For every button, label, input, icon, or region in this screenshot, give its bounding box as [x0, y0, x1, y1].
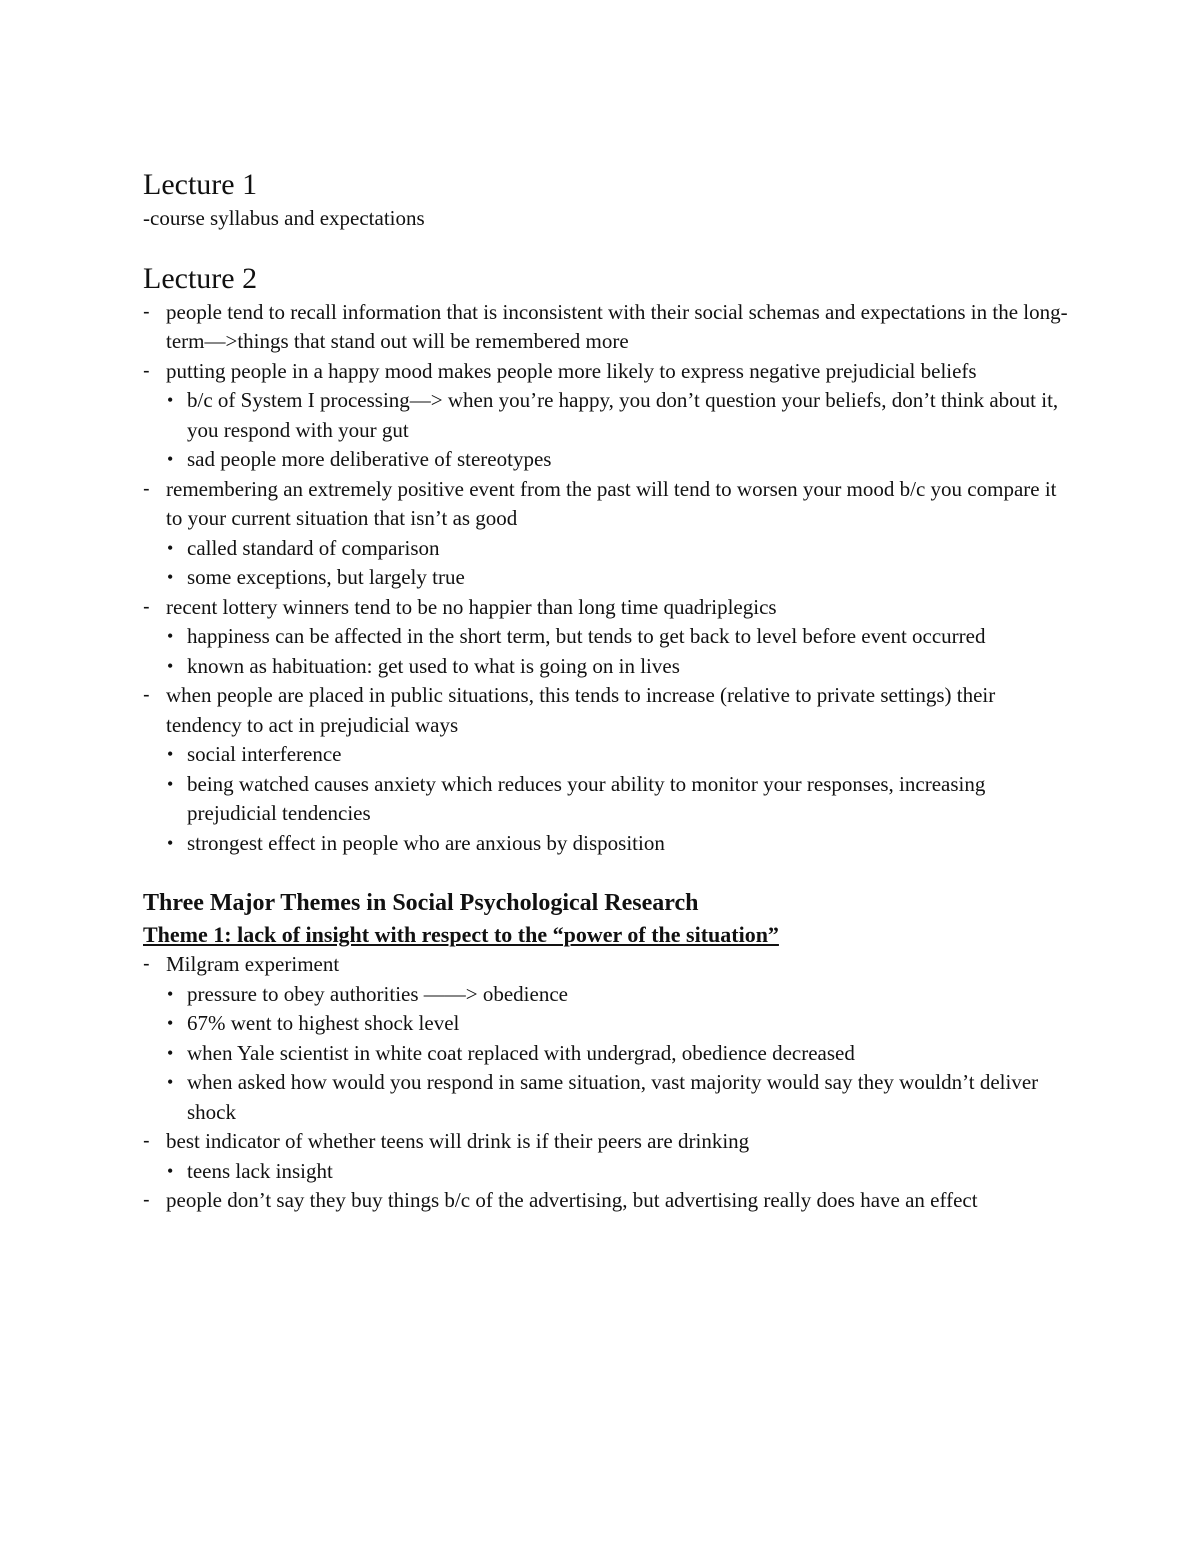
list-item-text: remembering an extremely positive event from the past will tend to worsen your mood b/c you compare it to your current situation that isn’t as good: [166, 476, 1057, 530]
list-item: [143, 593, 1073, 623]
sub-list-item: [165, 445, 1073, 475]
sub-list-item: [165, 563, 1073, 593]
sub-list-item: [165, 1068, 1073, 1127]
lecture-1-heading: Lecture 1: [143, 168, 258, 201]
sub-list-item-text: b/c of System I processing—> when you’re happy, you don’t question your beliefs, don’t think about it, you respond with your gut: [187, 388, 1059, 442]
bullet-marker: •: [167, 567, 174, 587]
list-item-text: people don’t say they buy things b/c of the advertising, but advertising really does have an effect: [166, 1188, 978, 1212]
bullet-marker: •: [167, 744, 174, 764]
sub-list-item: [165, 622, 1073, 652]
sub-list-item-text: when asked how would you respond in same situation, vast majority would say they wouldn’t deliver shock: [187, 1070, 1039, 1124]
lecture-2-heading: Lecture 2: [143, 261, 258, 295]
sub-list: [143, 386, 1073, 475]
document-page: [143, 166, 1073, 1216]
lecture-2-list: [143, 298, 1073, 859]
dash-marker: -: [143, 1189, 150, 1211]
sub-list-item: [165, 829, 1073, 859]
list-item: [143, 475, 1073, 534]
sub-list-item-text: strongest effect in people who are anxious by disposition: [187, 830, 665, 855]
sub-list-item-text: being watched causes anxiety which reduces your ability to monitor your responses, increasing prejudicial tendencies: [187, 771, 986, 825]
bullet-marker: •: [167, 449, 174, 469]
bullet-marker: •: [167, 832, 174, 853]
dash-marker: -: [143, 684, 150, 706]
bullet-marker: •: [167, 773, 174, 794]
list-item: [143, 1186, 1073, 1216]
dash-marker: -: [143, 300, 150, 323]
sub-list-item-text: happiness can be affected in the short term, but tends to get back to level before event occurred: [187, 624, 986, 648]
sub-list-item-text: when Yale scientist in white coat replaced with undergrad, obedience decreased: [187, 1040, 855, 1065]
themes-heading: Three Major Themes in Social Psychological Research: [143, 890, 699, 916]
bullet-marker: •: [167, 1072, 174, 1092]
sub-list-item: [165, 980, 1073, 1010]
sub-list: [143, 622, 1073, 681]
bullet-marker: •: [167, 626, 174, 646]
sub-list-item: [165, 1039, 1073, 1069]
sub-list-item: [165, 770, 1073, 829]
bullet-marker: •: [167, 1160, 174, 1181]
sub-list-item: [165, 1009, 1073, 1039]
sub-list-item-text: pressure to obey authorities ——> obedience: [187, 981, 568, 1006]
bullet-marker: •: [167, 1013, 174, 1033]
bullet-marker: •: [167, 655, 174, 676]
theme-1-list: [143, 950, 1073, 1216]
dash-marker: -: [143, 477, 150, 500]
sub-list-item-text: some exceptions, but largely true: [187, 565, 465, 589]
sub-list-item-text: 67% went to highest shock level: [187, 1011, 460, 1035]
sub-list-item: [165, 534, 1073, 564]
list-item: [143, 298, 1073, 357]
list-item-text: recent lottery winners tend to be no happier than long time quadriplegics: [166, 594, 777, 619]
theme-1-heading: Theme 1: lack of insight with respect to the “power of the situation”: [143, 922, 779, 947]
sub-list-item: [165, 1157, 1073, 1187]
sub-list: [143, 1157, 1073, 1187]
sub-list-item-text: social interference: [187, 742, 342, 766]
bullet-marker: •: [167, 390, 174, 410]
lecture-1-note: -course syllabus and expectations: [143, 206, 425, 230]
list-item-text: putting people in a happy mood makes people more likely to express negative prejudicial beliefs: [166, 358, 977, 383]
sub-list-item-text: known as habituation: get used to what is going on in lives: [187, 653, 680, 678]
sub-list-item-text: teens lack insight: [187, 1158, 333, 1183]
dash-marker: -: [143, 1130, 150, 1152]
sub-list-item: [165, 740, 1073, 770]
sub-list: [143, 534, 1073, 593]
list-item: [143, 1127, 1073, 1157]
list-item-text: when people are placed in public situations, this tends to increase (relative to private settings) their tendency to act in prejudicial ways: [166, 683, 996, 737]
list-item: [143, 681, 1073, 740]
sub-list: [143, 740, 1073, 858]
sub-list-item: [165, 386, 1073, 445]
sub-list-item-text: called standard of comparison: [187, 535, 440, 560]
bullet-marker: •: [167, 537, 174, 558]
bullet-marker: •: [167, 983, 174, 1004]
list-item-text: people tend to recall information that is inconsistent with their social schemas and expectations in the long-term—>things that stand out will be remembered more: [166, 299, 1068, 353]
list-item-text: Milgram experiment: [166, 952, 340, 976]
list-item: [143, 357, 1073, 387]
sub-list-item: [165, 652, 1073, 682]
list-item: [143, 950, 1073, 980]
list-item-text: best indicator of whether teens will drink is if their peers are drinking: [166, 1129, 750, 1153]
sub-list-item-text: sad people more deliberative of stereotypes: [187, 447, 552, 471]
dash-marker: -: [143, 953, 150, 975]
sub-list: [143, 980, 1073, 1128]
dash-marker: -: [143, 595, 150, 618]
dash-marker: -: [143, 359, 150, 382]
bullet-marker: •: [167, 1042, 174, 1063]
